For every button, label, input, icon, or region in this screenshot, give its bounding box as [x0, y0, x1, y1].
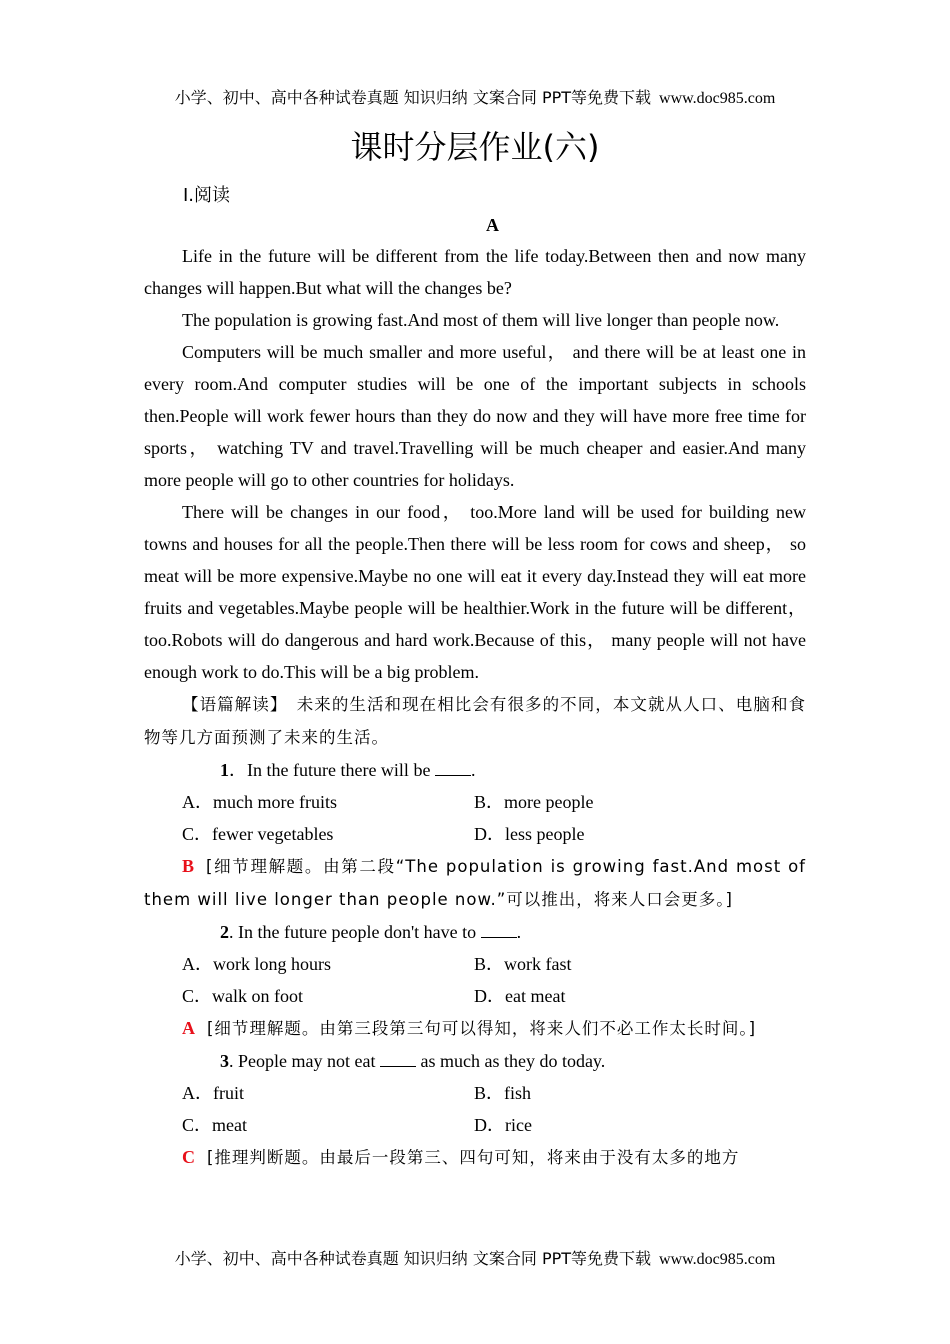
- passage-label: A: [486, 215, 499, 235]
- option-b: B．work fast: [474, 954, 572, 974]
- question-1: [144, 754, 806, 786]
- paragraph: Life in the future will be different from the life today.Between then and now many changes will happen.But what will the changes be?: [144, 246, 806, 298]
- question-number: 2: [220, 922, 229, 942]
- option-d: D．eat meat: [474, 986, 566, 1006]
- answer-3: [144, 1141, 806, 1174]
- option-c: C．walk on foot: [182, 986, 303, 1006]
- header-site[interactable]: www.doc985.com: [659, 90, 776, 107]
- header-text: 小学、初中、高中各种试卷真题 知识归纳 文案合同 PPT等免费下载: [174, 88, 652, 107]
- option-c: C．meat: [182, 1115, 247, 1135]
- option-d: D．rice: [474, 1115, 532, 1135]
- answer-explanation: [细节理解题。由第二段“The population is growing fast.And most of them will live longer than people now.”可以推出，将来人口会更多。]: [144, 857, 806, 909]
- question-stem-end: .: [470, 760, 476, 780]
- answer-explanation: [推理判断题。由最后一段第三、四句可知，将来由于没有太多的地方: [207, 1148, 740, 1167]
- analysis-text: 未来的生活和现在相比会有很多的不同，本文就从人口、电脑和食物等几方面预测了未来的生活。: [144, 695, 807, 747]
- option-b: B．more people: [474, 792, 594, 812]
- options-row: [144, 786, 806, 818]
- answer-blank: [435, 759, 471, 776]
- option-a: A．much more fruits: [182, 792, 337, 812]
- page-header: [0, 85, 950, 108]
- page-title: 课时分层作业(六): [350, 128, 600, 166]
- answer-letter: C: [182, 1147, 195, 1167]
- document-body: [144, 240, 806, 1174]
- answer-letter: B: [182, 856, 195, 876]
- option-a: A．work long hours: [182, 954, 331, 974]
- paragraph: The population is growing fast.And most of them will live longer than people now.: [182, 310, 780, 330]
- answer-2: [144, 1012, 806, 1045]
- footer-site[interactable]: www.doc985.com: [659, 1251, 776, 1268]
- question-2: [144, 916, 806, 948]
- option-c: C．fewer vegetables: [182, 824, 334, 844]
- option-d: D．less people: [474, 824, 585, 844]
- paragraph: Computers will be much smaller and more useful， and there will be at least one in every room.And computer studies will be one of the important subjects in schools then.People will work fewer hours than they do now and they will have more free time for sports， watching TV and travel.Travelling will be much cheaper and easier.And many more people will go to other countries for holidays.: [144, 342, 806, 490]
- answer-blank: [380, 1050, 416, 1067]
- question-stem-end: as much as they do today.: [415, 1051, 606, 1071]
- page-footer: [0, 1246, 950, 1269]
- answer-1: [144, 850, 806, 916]
- question-number: 1: [220, 760, 229, 780]
- answer-blank: [481, 921, 517, 938]
- paragraph: There will be changes in our food， too.More land will be used for building new towns and houses for all the people.Then there will be less room for cows and sheep， so meat will be more expensive.Maybe no one will eat it every day.Instead they will eat more fruits and vegetables.Maybe people will be healthier.Work in the future will be different， too.Robots will do dangerous and hard work.Because of this， many people will not have enough work to do.This will be a big problem.: [144, 502, 806, 682]
- options-row: [144, 1077, 806, 1109]
- options-row: [144, 818, 806, 850]
- section-heading: Ⅰ.阅读: [183, 185, 231, 206]
- analysis-label: 【语篇解读】: [182, 695, 280, 714]
- question-number: 3: [220, 1051, 229, 1071]
- footer-text: 小学、初中、高中各种试卷真题 知识归纳 文案合同 PPT等免费下载: [174, 1249, 652, 1268]
- option-b: B．fish: [474, 1083, 532, 1103]
- options-row: [144, 948, 806, 980]
- answer-letter: A: [182, 1018, 195, 1038]
- option-a: A．fruit: [182, 1083, 244, 1103]
- question-stem: ．In the future there will be: [229, 760, 435, 780]
- question-stem: . In the future people don't have to: [229, 922, 481, 942]
- answer-explanation: [细节理解题。由第三段第三句可以得知，将来人们不必工作太长时间。]: [207, 1019, 757, 1038]
- options-row: [144, 1109, 806, 1141]
- question-stem: . People may not eat: [229, 1051, 380, 1071]
- question-3: [144, 1045, 806, 1077]
- analysis: [144, 688, 806, 754]
- question-stem-end: .: [516, 922, 522, 942]
- options-row: [144, 980, 806, 1012]
